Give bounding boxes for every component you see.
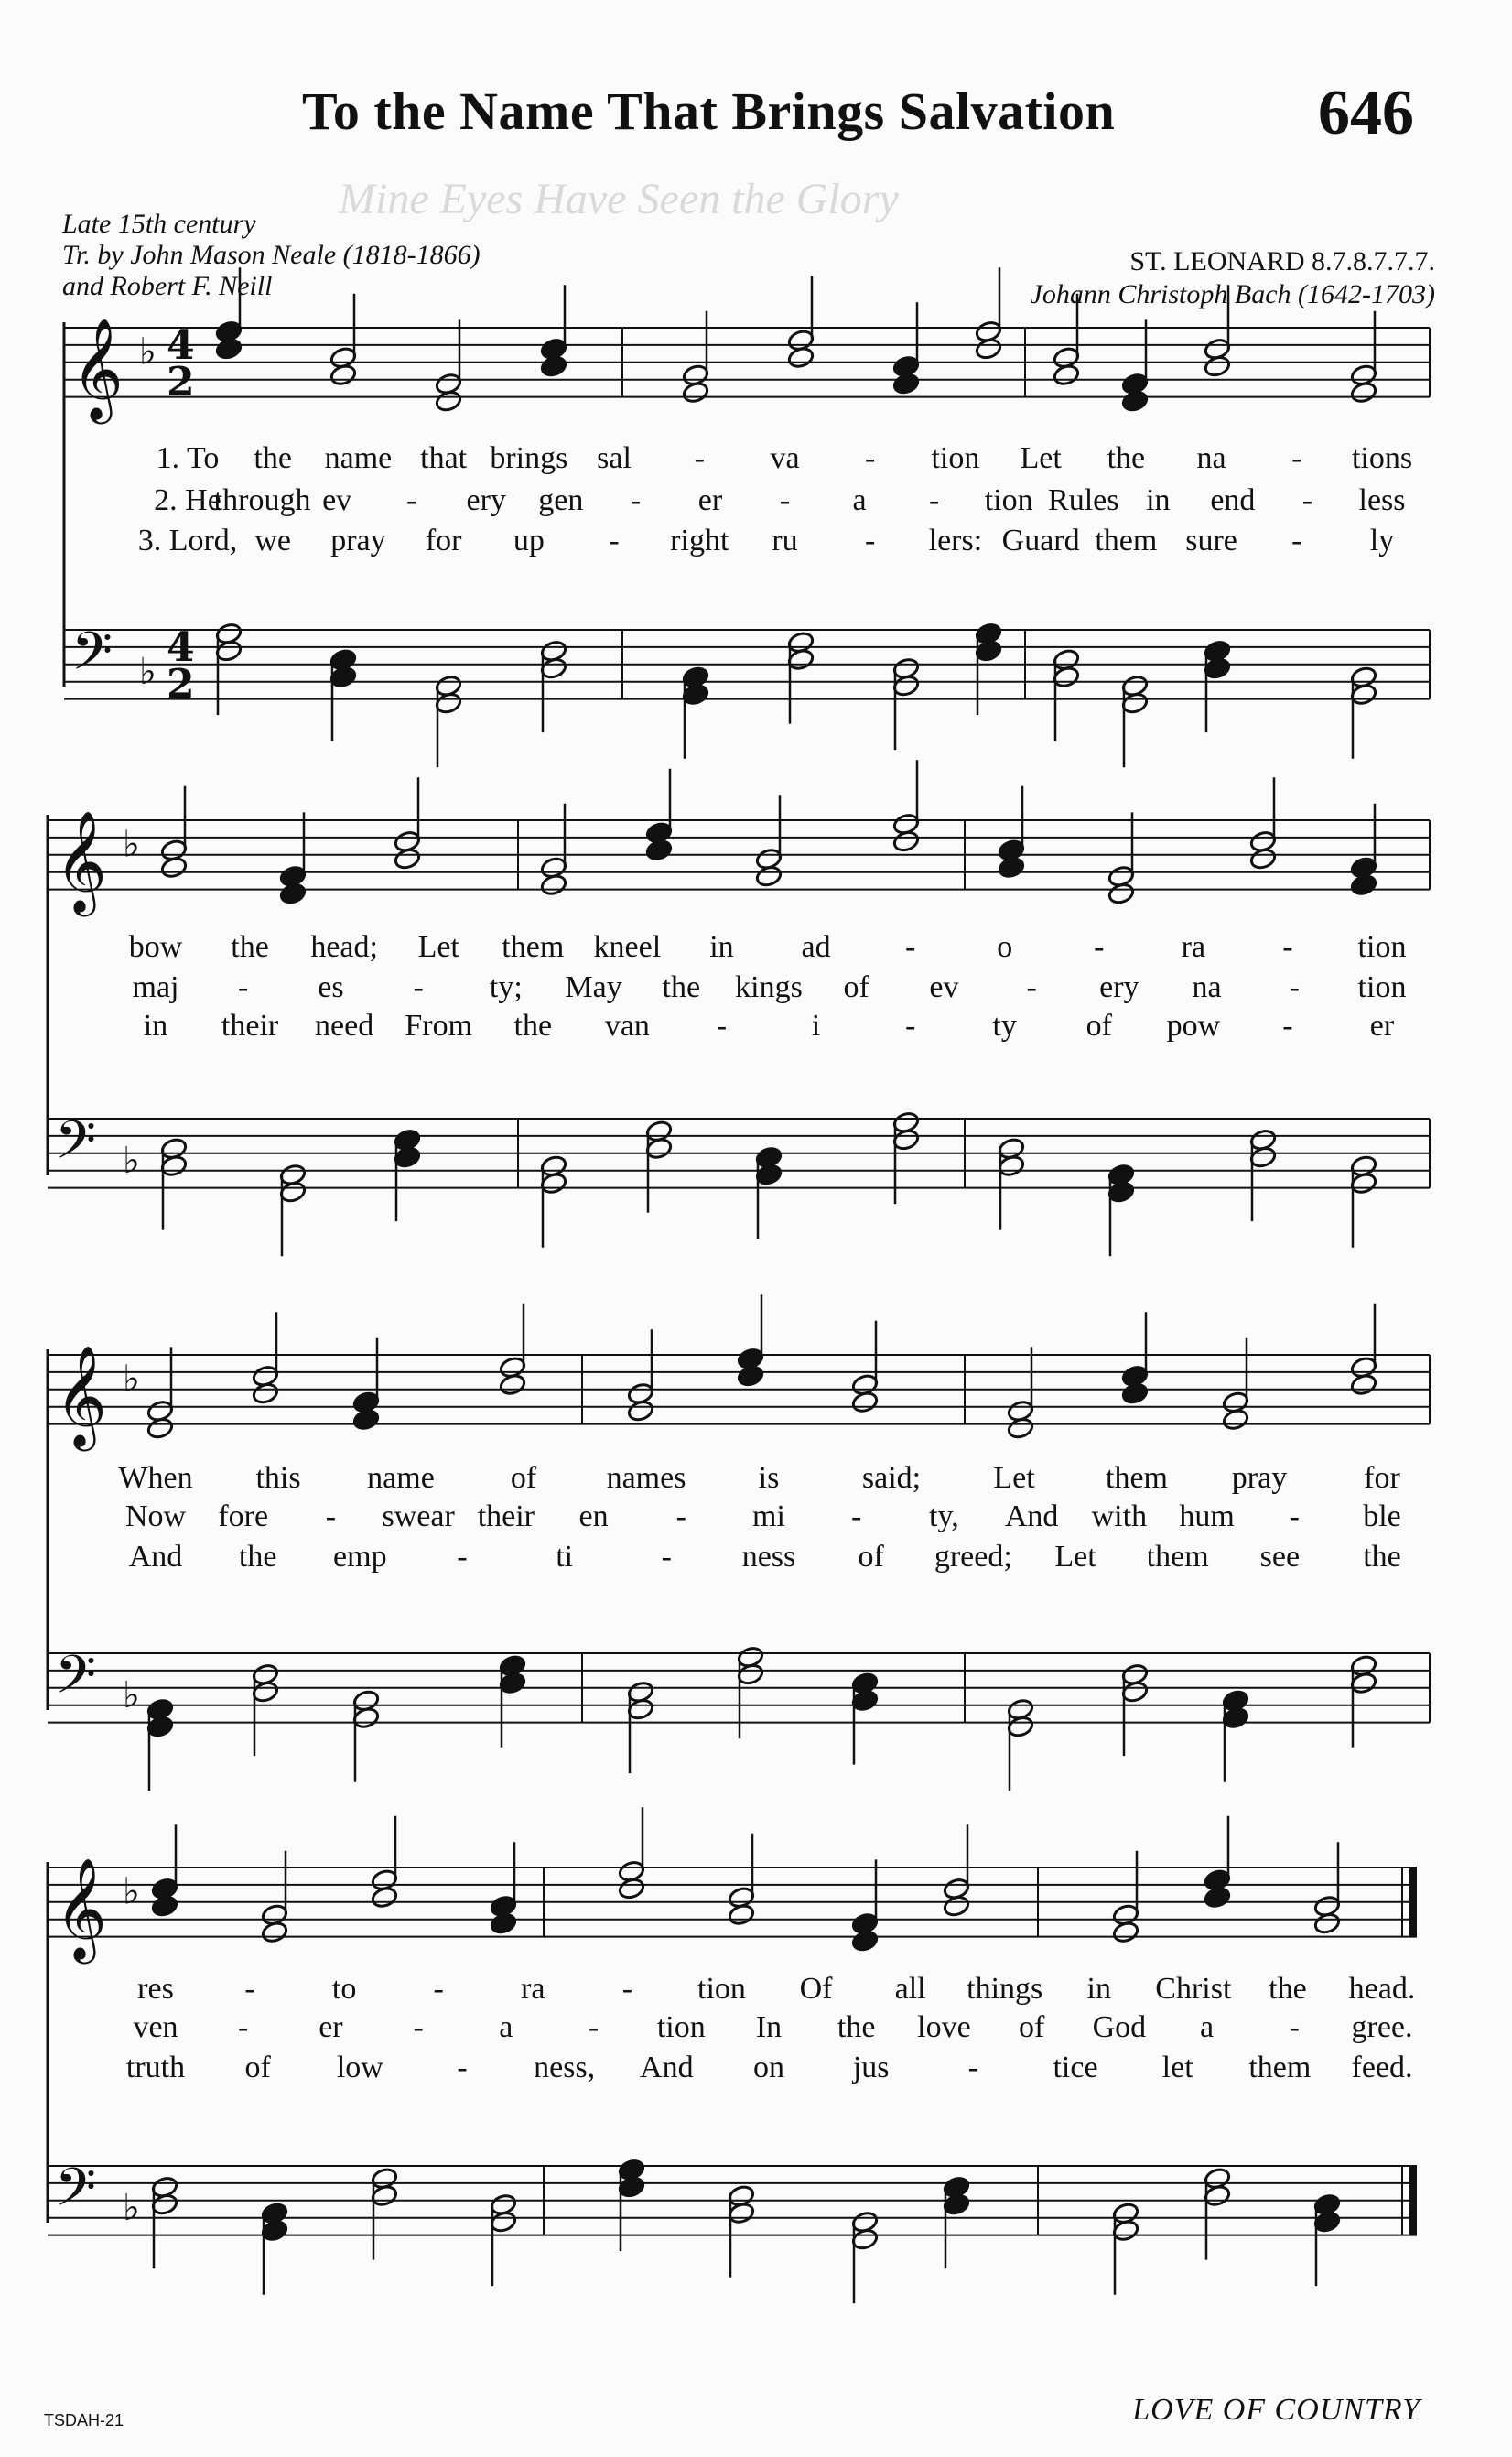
credit-line-1: Late 15th century [62, 209, 256, 239]
lyric-syllable: tion [984, 483, 1033, 517]
lyric-syllable: ery [466, 483, 506, 517]
lyric-syllable: maj [132, 970, 179, 1004]
lyric-syllable: a [852, 483, 867, 517]
note-head [682, 381, 710, 405]
note-head [627, 1697, 655, 1721]
note-head [1249, 847, 1278, 871]
note-head [261, 2219, 289, 2243]
note-head [160, 856, 189, 880]
lyric-syllable: greed; [934, 1540, 1012, 1574]
note-head [1107, 882, 1136, 905]
lyric-syllable: less [1358, 483, 1406, 517]
lyric-syllable: - [406, 483, 417, 517]
note-head [540, 873, 568, 897]
lyric-syllable: in [1146, 483, 1171, 517]
lyric-syllable: va [770, 441, 800, 475]
lyric-syllable: - [1301, 483, 1313, 517]
note-head [645, 1137, 674, 1161]
lyric-syllable: Let [417, 930, 459, 964]
lyric-syllable: of [510, 1461, 537, 1495]
lyric-syllable: kings [735, 970, 803, 1004]
lyric-syllable: en [578, 1499, 609, 1533]
lyric-syllable: tice [1053, 2051, 1098, 2084]
note-head [645, 839, 674, 862]
lyric-syllable: Let [1054, 1540, 1096, 1574]
note-head [435, 691, 463, 715]
note-head [394, 1145, 422, 1169]
lyric-syllable: pray [1231, 1461, 1288, 1495]
note-head [851, 1391, 880, 1414]
lyric-syllable: in [143, 1009, 168, 1043]
flat-icon: ♭ [139, 330, 157, 373]
note-head [1222, 1408, 1250, 1432]
lyric-syllable: we [254, 524, 292, 557]
lyric-syllable: Rules [1048, 483, 1119, 517]
lyric-syllable: said; [861, 1461, 922, 1495]
lyric-syllable: them [1248, 2051, 1312, 2084]
lyric-syllable: - [238, 2010, 249, 2044]
lyric-syllable: fore [218, 1499, 269, 1533]
lyric-syllable: Let [993, 1461, 1035, 1495]
note-head [329, 666, 358, 689]
note-head [371, 1886, 399, 1910]
lyric-syllable: lers: [928, 524, 983, 557]
lyric-syllable: the [662, 970, 701, 1004]
lyric-syllable: of [1085, 1009, 1112, 1043]
note-head [540, 656, 568, 680]
lyric-syllable: the [254, 441, 292, 475]
note-head [892, 674, 921, 698]
lyric-syllable: them [502, 930, 565, 964]
lyric-syllable: see [1259, 1540, 1301, 1574]
lyric-syllable: - [1291, 441, 1302, 475]
note-head [787, 648, 815, 672]
note-head [1007, 1715, 1035, 1738]
lyric-syllable: God [1092, 2010, 1147, 2044]
lyric-syllable: In [755, 2010, 783, 2044]
lyric-syllable: with [1091, 1499, 1148, 1533]
final-bar-thick [1409, 1867, 1417, 1937]
lyric-syllable: end [1210, 483, 1256, 517]
note-head [943, 1894, 971, 1918]
note-head [279, 1180, 308, 1204]
lyric-syllable: - [325, 1499, 337, 1533]
note-head [787, 346, 815, 370]
lyric-syllable: ev [322, 483, 352, 517]
flat-icon: ♭ [123, 2186, 140, 2229]
note-head [1204, 354, 1232, 378]
hymn-number: 646 [1318, 78, 1414, 148]
lyric-syllable: that [420, 441, 468, 475]
lyric-syllable: - [928, 483, 940, 517]
category-label: LOVE OF COUNTRY [1132, 2393, 1420, 2427]
note-head [975, 639, 1003, 663]
lyric-syllable: na [1192, 970, 1222, 1004]
composer: Johann Christoph Bach (1642-1703) [1030, 279, 1435, 309]
lyric-syllable: o [997, 930, 1013, 964]
lyric-syllable: on [753, 2051, 784, 2084]
lyric-syllable: name [324, 441, 393, 475]
lyric-syllable: - [694, 441, 705, 475]
lyric-syllable: for [1364, 1461, 1400, 1495]
bass-clef-icon: 𝄢 [55, 2156, 97, 2232]
note-head [1350, 381, 1378, 405]
lyric-syllable: sure [1185, 524, 1237, 557]
note-head [1121, 691, 1150, 715]
lyric-syllable: the [1107, 441, 1146, 475]
lyric-syllable: Christ [1155, 1972, 1232, 2006]
tune-name: ST. LEONARD 8.7.8.7.7.7. [1129, 246, 1435, 276]
lyric-syllable: es [318, 970, 344, 1004]
note-head [490, 2210, 518, 2234]
lyric-syllable: kneel [593, 930, 662, 964]
lyric-syllable: up [513, 524, 545, 557]
lyric-syllable: - [621, 1972, 633, 2006]
flat-icon: ♭ [123, 1358, 140, 1401]
note-head [1053, 363, 1081, 387]
lyric-syllable: hum [1179, 1499, 1235, 1533]
lyric-syllable: - [967, 2051, 978, 2084]
note-head [215, 337, 243, 361]
lyric-syllable: mi [752, 1499, 785, 1533]
lyric-syllable: And [640, 2051, 694, 2084]
lyric-syllable: - [630, 483, 642, 517]
lyric-syllable: - [413, 970, 424, 1004]
lyric-syllable: na [1196, 441, 1226, 475]
flat-icon: ♭ [123, 1870, 140, 1913]
lyric-syllable: - [1094, 930, 1105, 964]
note-head [943, 2192, 971, 2216]
note-head [1204, 2184, 1232, 2208]
note-head [1121, 1680, 1150, 1704]
treble-clef-icon: 𝄞 [55, 1344, 107, 1447]
lyric-syllable: Let [1020, 441, 1062, 475]
lyric-syllable: the [837, 2010, 876, 2044]
lyric-syllable: ty [992, 1009, 1017, 1043]
time-sig-bottom: 2 [167, 661, 195, 709]
note-head [1350, 683, 1378, 707]
lyric-syllable: sal [597, 441, 632, 475]
lyric-syllable: let [1161, 2051, 1193, 2084]
note-head [618, 1877, 646, 1900]
note-head [1112, 2219, 1140, 2243]
lyric-syllable: of [843, 970, 869, 1004]
treble-clef-icon: 𝄞 [71, 317, 124, 420]
lyric-syllable: love [917, 2010, 971, 2044]
lyric-syllable: - [661, 1540, 672, 1574]
lyric-syllable: ev [929, 970, 959, 1004]
note-head [998, 1154, 1026, 1178]
lyric-syllable: tion [656, 2010, 706, 2044]
lyric-syllable: 2. He [154, 483, 221, 517]
lyric-syllable: them [1146, 1540, 1209, 1574]
lyric-syllable: - [716, 1009, 728, 1043]
note-head [490, 1911, 518, 1935]
note-head [851, 1689, 880, 1713]
lyric-syllable: all [894, 1972, 926, 2006]
credit-line-2: Tr. by John Mason Neale (1818-1866) [62, 240, 481, 270]
note-head [435, 389, 463, 413]
credit-line-3: and Robert F. Neill [62, 271, 273, 301]
note-head [1313, 2210, 1342, 2234]
lyric-syllable: 1. To [156, 441, 220, 475]
lyric-syllable: ra [1181, 930, 1206, 964]
treble-clef-icon: 𝄞 [55, 809, 107, 913]
lyric-syllable: the [231, 930, 269, 964]
lyric-syllable: - [904, 930, 916, 964]
lyric-syllable: the [513, 1009, 553, 1043]
lyric-syllable: tion [1357, 930, 1407, 964]
hymn-title: To the Name That Brings Salvation [302, 81, 1116, 141]
lyric-syllable: through [213, 483, 311, 517]
flat-icon: ♭ [123, 823, 140, 866]
note-head [1204, 656, 1232, 680]
lyric-syllable: - [1289, 970, 1300, 1004]
bass-clef-icon: 𝄢 [55, 1643, 97, 1719]
flat-icon: ♭ [123, 1139, 140, 1182]
note-head [371, 2184, 399, 2208]
lyric-syllable: ty; [489, 970, 523, 1004]
note-head [261, 1921, 289, 1944]
note-head [755, 864, 783, 888]
lyric-syllable: a [499, 2010, 513, 2044]
lyric-syllable: truth [125, 2051, 186, 2084]
lyric-syllable: emp [333, 1540, 387, 1574]
lyric-syllable: brings [490, 441, 568, 475]
note-head [252, 1381, 280, 1405]
lyric-syllable: i [811, 1009, 821, 1043]
note-head [998, 856, 1026, 880]
lyric-syllable: - [1026, 970, 1037, 1004]
note-head [252, 1680, 280, 1704]
lyric-syllable: From [405, 1009, 473, 1043]
note-head [755, 1163, 783, 1186]
note-head [146, 1416, 175, 1440]
lyric-syllable: head; [310, 930, 378, 964]
lyric-syllable: - [675, 1499, 686, 1533]
lyric-syllable: in [1086, 1972, 1111, 2006]
lyric-syllable: a [1200, 2010, 1215, 2044]
lyric-syllable: them [1095, 524, 1158, 557]
lyric-syllable: ru [772, 524, 798, 557]
lyric-syllable: tion [1357, 970, 1407, 1004]
lyric-syllable: things [967, 1972, 1043, 2006]
lyric-syllable: ness [741, 1540, 796, 1574]
lyric-syllable: Guard [1001, 524, 1080, 557]
note-head [892, 1128, 921, 1152]
lyric-syllable: - [457, 2051, 468, 2084]
lyric-syllable: tion [931, 441, 980, 475]
lyric-syllable: - [1291, 524, 1302, 557]
lyric-syllable: - [779, 483, 791, 517]
lyric-syllable: this [255, 1461, 301, 1495]
note-head [1007, 1416, 1035, 1440]
lyric-syllable: - [433, 1972, 444, 2006]
note-head [975, 337, 1003, 361]
note-head [160, 1154, 189, 1178]
note-head [499, 1672, 527, 1695]
note-head [1249, 1145, 1278, 1169]
final-bar-thick [1409, 2166, 1417, 2235]
lyric-syllable: is [758, 1461, 780, 1495]
lyric-syllable: - [588, 2010, 599, 2044]
note-head [627, 1399, 655, 1423]
note-head [1350, 1172, 1378, 1196]
note-head [394, 847, 422, 871]
lyric-syllable: head. [1348, 1972, 1416, 2006]
lyric-syllable: in [709, 930, 734, 964]
lyric-syllable: - [1282, 930, 1293, 964]
lyric-syllable: And [1004, 1499, 1059, 1533]
note-head [352, 1408, 381, 1432]
time-sig-top: 4 [167, 624, 195, 672]
lyric-syllable: - [457, 1540, 468, 1574]
note-head [1222, 1706, 1250, 1730]
note-head [329, 363, 358, 387]
note-head [279, 882, 308, 905]
lyric-syllable: swear [382, 1499, 455, 1533]
note-head [1204, 1886, 1232, 1910]
lyric-syllable: - [865, 441, 876, 475]
lyric-syllable: right [670, 524, 729, 557]
note-head [618, 2175, 646, 2199]
lyric-syllable: jus [852, 2051, 890, 2084]
time-sig-top: 4 [167, 322, 195, 370]
lyric-syllable: for [425, 524, 462, 557]
bleed-through-title: Mine Eyes Have Seen the Glory [339, 175, 899, 223]
note-head [682, 683, 710, 707]
note-head [1313, 1911, 1342, 1935]
page-code: TSDAH-21 [44, 2411, 124, 2430]
lyric-syllable: ly [1369, 524, 1395, 557]
lyric-syllable: name [367, 1461, 435, 1495]
lyric-syllable: ad [801, 930, 831, 964]
lyric-syllable: tion [697, 1972, 746, 2006]
note-head [1350, 1373, 1378, 1397]
lyric-syllable: names [606, 1461, 686, 1495]
lyric-syllable: ble [1363, 1499, 1401, 1533]
lyric-syllable: - [609, 524, 620, 557]
note-head [499, 1373, 527, 1397]
note-head [728, 2202, 756, 2225]
lyric-syllable: May [565, 970, 622, 1004]
lyric-syllable: the [238, 1540, 277, 1574]
lyric-syllable: of [1018, 2010, 1045, 2044]
note-head [540, 1172, 568, 1196]
lyric-syllable: - [238, 970, 249, 1004]
note-head [737, 1662, 765, 1686]
lyric-syllable: - [413, 2010, 424, 2044]
lyric-syllable: of [858, 1540, 884, 1574]
note-head [892, 372, 921, 395]
lyric-syllable: gen [538, 483, 584, 517]
bass-clef-icon: 𝄢 [71, 620, 113, 696]
lyric-syllable: - [865, 524, 876, 557]
lyric-syllable: ra [521, 1972, 545, 2006]
lyric-syllable: van [604, 1009, 650, 1043]
note-head [1107, 1180, 1136, 1204]
bass-clef-icon: 𝄢 [55, 1109, 97, 1185]
lyric-syllable: - [1289, 2010, 1300, 2044]
lyric-syllable: er [1369, 1009, 1395, 1043]
lyric-syllable: er [697, 483, 723, 517]
note-head [851, 2227, 880, 2251]
lyric-syllable: to [331, 1972, 357, 2006]
note-head [1112, 1921, 1140, 1944]
lyric-syllable: feed. [1351, 2051, 1413, 2084]
lyric-syllable: gree. [1351, 2010, 1413, 2044]
lyric-syllable: 3. Lord, [137, 524, 238, 557]
note-head [1350, 873, 1378, 897]
lyric-syllable: Of [799, 1972, 833, 2006]
lyric-syllable: Now [124, 1499, 187, 1533]
lyric-syllable: ness, [534, 2051, 596, 2084]
lyric-syllable: bow [128, 930, 183, 964]
lyric-syllable: - [1282, 1009, 1293, 1043]
note-head [737, 1364, 765, 1388]
lyric-syllable: them [1106, 1461, 1168, 1495]
note-head [151, 1894, 179, 1918]
lyric-syllable: - [1289, 1499, 1300, 1533]
lyric-syllable: ery [1099, 970, 1139, 1004]
lyric-syllable: ti [556, 1540, 574, 1574]
lyric-syllable: pray [330, 524, 386, 557]
lyric-syllable: tions [1351, 441, 1413, 475]
note-head [1121, 389, 1150, 413]
lyric-syllable: their [477, 1499, 535, 1533]
lyric-syllable: need [315, 1009, 374, 1043]
lyric-syllable: the [1363, 1540, 1401, 1574]
treble-clef-icon: 𝄞 [55, 1856, 107, 1960]
lyric-syllable: of [244, 2051, 271, 2084]
note-head [151, 2192, 179, 2216]
lyric-syllable: - [904, 1009, 916, 1043]
note-head [728, 1903, 756, 1927]
lyric-syllable: And [128, 1540, 183, 1574]
lyric-syllable: res [137, 1972, 174, 2006]
note-head [1121, 1381, 1150, 1405]
lyric-syllable: er [319, 2010, 343, 2044]
note-head [215, 639, 243, 663]
lyric-syllable: low [336, 2051, 383, 2084]
lyric-syllable: the [1269, 1972, 1307, 2006]
time-sig-bottom: 2 [167, 359, 195, 406]
lyric-syllable: ven [133, 2010, 178, 2044]
note-head [1053, 666, 1081, 689]
note-head [146, 1715, 175, 1738]
lyric-syllable: - [851, 1499, 862, 1533]
flat-icon: ♭ [139, 650, 157, 693]
lyric-syllable: ty, [929, 1499, 959, 1533]
note-head [1350, 1672, 1378, 1695]
lyric-syllable: their [221, 1009, 279, 1043]
note-head [540, 354, 568, 378]
lyric-syllable: - [244, 1972, 255, 2006]
flat-icon: ♭ [123, 1673, 140, 1716]
lyric-syllable: When [118, 1461, 193, 1495]
lyric-syllable: pow [1166, 1009, 1221, 1043]
note-head [851, 1929, 880, 1953]
note-head [892, 829, 921, 853]
note-head [352, 1706, 381, 1730]
